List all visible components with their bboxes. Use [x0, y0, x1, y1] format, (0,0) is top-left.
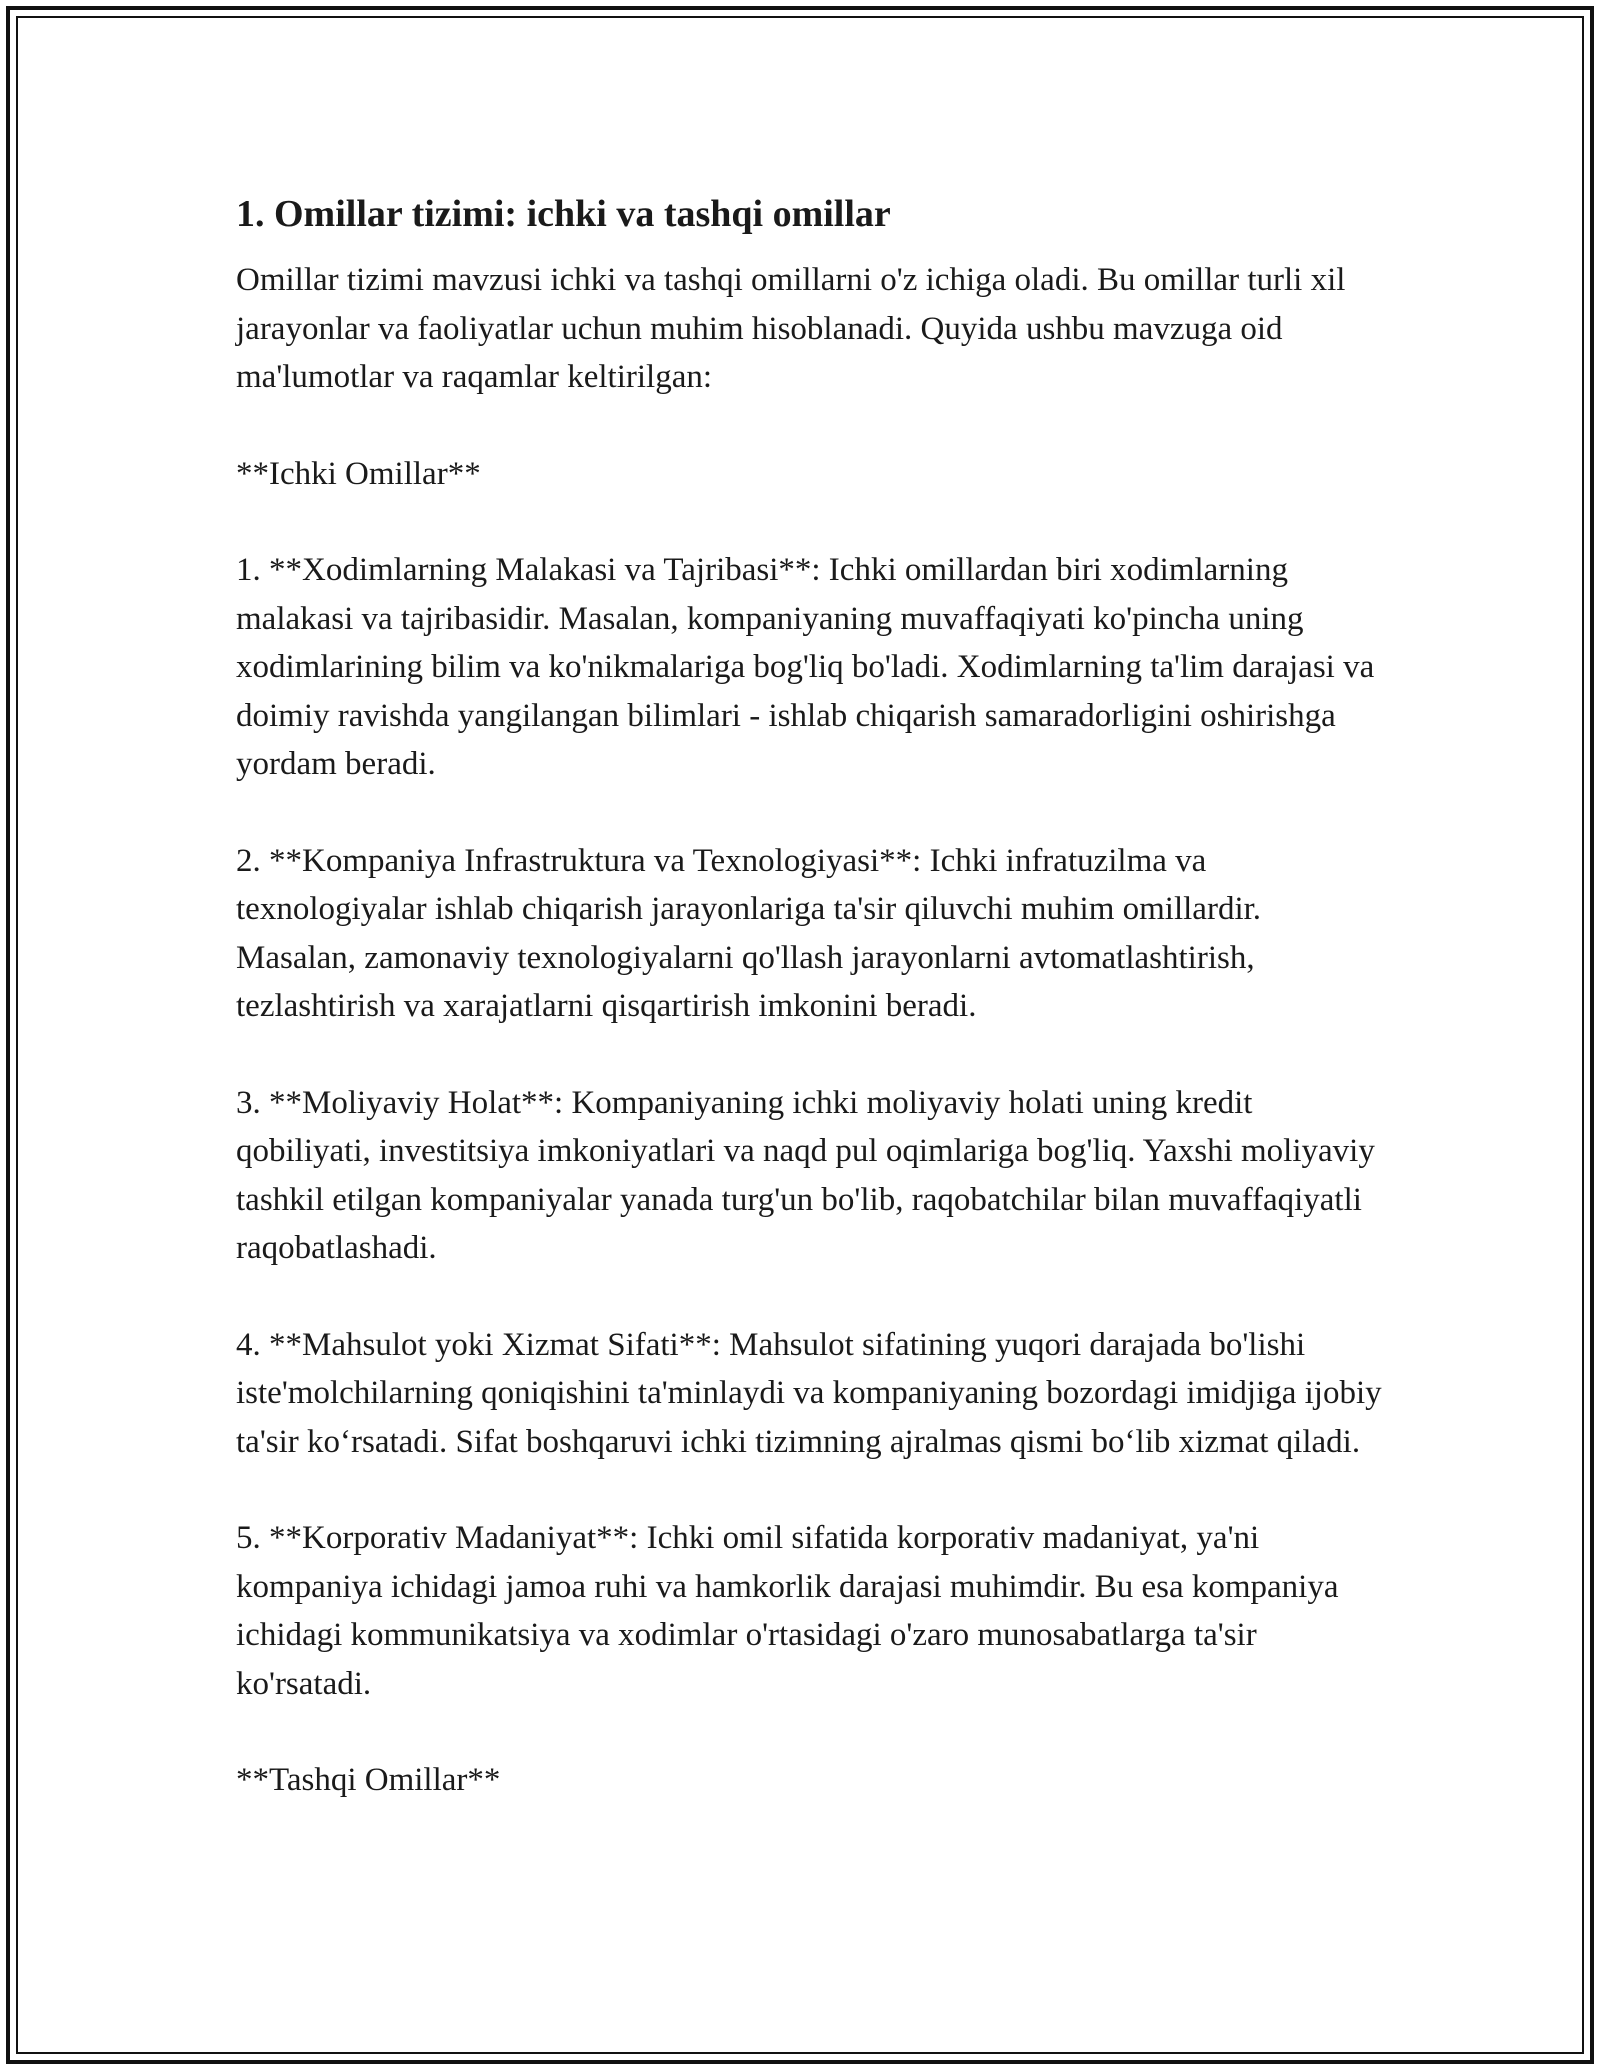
list-item-4: 4. **Mahsulot yoki Xizmat Sifati**: Mahsulot sifatining yuqori darajada bo'lishi iste'molchilarning qoniqishini ta'minlaydi va kompaniyaning bozordagi imidjiga ijobiy ta'sir ko‘rsatadi. Sifat boshqaruvi ichki tizimning ajralmas qismi bo‘lib xizmat qiladi. — [236, 1326, 1382, 1460]
section-heading-external: **Tashqi Omillar** — [236, 1762, 501, 1798]
list-item-3: 3. **Moliyaviy Holat**: Kompaniyaning ichki moliyaviy holati uning kredit qobiliyati, investitsiya imkoniyatlari va naqd pul oqimlariga bog'liq. Yaxshi moliyaviy tashkil etilgan kompaniyalar yanada turg'un bo'lib, raqobatchilar bilan muvaffaqiyatli raqobatlashadi. — [236, 1084, 1375, 1266]
list-item-2: 2. **Kompaniya Infrastruktura va Texnologiyasi**: Ichki infratuzilma va texnologiyalar ishlab chiqarish jarayonlariga ta'sir qiluvchi muhim omillardir. Masalan, zamonaviy texnologiyalarni qo'llash jarayonlarni avtomatlashtirish, tezlashtirish va xarajatlarni qisqartirish imkonini beradi. — [236, 842, 1262, 1024]
intro-paragraph: Omillar tizimi mavzusi ichki va tashqi omillarni o'z ichiga oladi. Bu omillar turli xil jarayonlar va faoliyatlar uchun muhim hisoblanadi. Quyida ushbu mavzuga oid ma'lumotlar va raqamlar keltirilgan: — [236, 262, 1346, 395]
document-title: 1. Omillar tizimi: ichki va tashqi omillar — [236, 193, 891, 235]
section-heading-internal: **Ichki Omillar** — [236, 455, 481, 492]
document-body — [236, 190, 1386, 1853]
list-item-1: 1. **Xodimlarning Malakasi va Tajribasi**: Ichki omillardan biri xodimlarning malakasi va tajribasidir. Masalan, kompaniyaning muvaffaqiyati ko'pincha uning xodimlarining bilim va ko'nikmalariga bog'liq bo'ladi. Xodimlarning ta'lim darajasi va doimiy ravishda yangilangan bilimlari - ishlab chiqarish samaradorligini oshirishga yordam beradi. — [236, 552, 1375, 782]
list-item-5: 5. **Korporativ Madaniyat**: Ichki omil sifatida korporativ madaniyat, ya'ni kompaniya ichidagi jamoa ruhi va hamkorlik darajasi muhimdir. Bu esa kompaniya ichidagi kommunikatsiya va xodimlar o'rtasidagi o'zaro munosabatlarga ta'sir ko'rsatadi. — [236, 1520, 1339, 1702]
